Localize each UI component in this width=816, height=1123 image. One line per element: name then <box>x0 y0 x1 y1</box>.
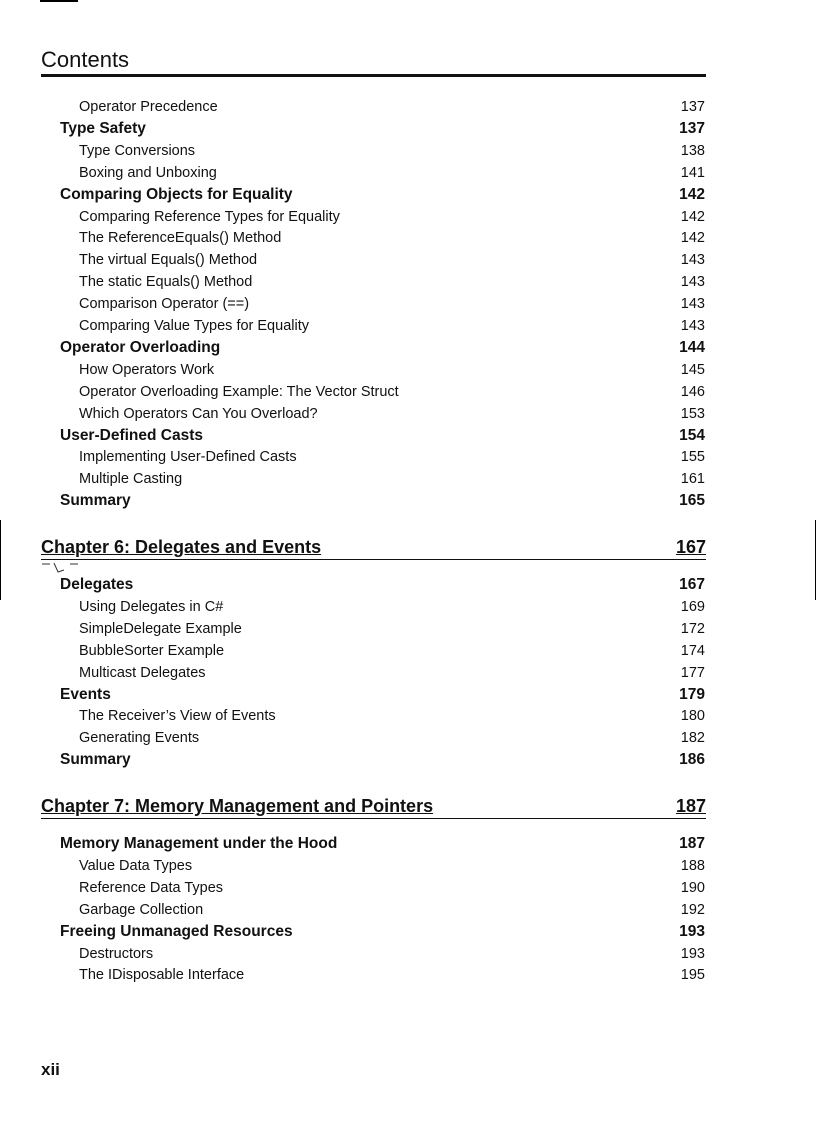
entry-title: Memory Management under the Hood <box>60 835 338 852</box>
toc-subsection-entry[interactable] <box>0 468 816 490</box>
entry-page: 137 <box>679 119 705 137</box>
toc-section-entry[interactable] <box>0 425 816 447</box>
chapter-6-heading[interactable] <box>41 535 706 560</box>
entry-title: Operator Overloading <box>60 338 221 356</box>
entry-title: Comparing Reference Types for Equality <box>79 208 340 225</box>
toc-subsection-entry[interactable] <box>0 855 816 877</box>
toc-section-entry[interactable] <box>0 749 816 771</box>
entry-title: SimpleDelegate Example <box>79 620 242 637</box>
toc-section-entry[interactable] <box>0 490 816 512</box>
toc-subsection-entry[interactable] <box>0 140 816 162</box>
toc-subsection-entry[interactable] <box>0 293 816 315</box>
entry-page: 169 <box>680 598 705 615</box>
top-rule <box>40 0 78 2</box>
toc-subsection-entry[interactable] <box>0 877 816 899</box>
chapter-title: Chapter 6: Delegates and Events <box>41 537 322 557</box>
entry-page: 187 <box>679 835 705 852</box>
toc-subsection-entry[interactable] <box>0 162 816 184</box>
toc-section-entry[interactable] <box>0 921 816 943</box>
chapter-page: 167 <box>675 537 706 557</box>
chapter-title: Chapter 7: Memory Management and Pointers <box>41 796 434 816</box>
entry-page: 142 <box>679 185 705 203</box>
entry-title: Multiple Casting <box>79 471 183 488</box>
page-number: xii <box>41 1060 60 1079</box>
toc-section-entry[interactable] <box>0 118 816 140</box>
entry-page: 142 <box>680 230 705 247</box>
entry-title: The static Equals() Method <box>79 274 253 291</box>
entry-title: Implementing User-Defined Casts <box>79 449 297 466</box>
entry-title: Events <box>60 685 111 703</box>
toc-subsection-entry[interactable] <box>0 403 816 425</box>
toc-section-entry[interactable] <box>0 684 816 706</box>
entry-page: 144 <box>679 338 705 356</box>
toc-subsection-entry[interactable] <box>0 943 816 965</box>
toc-subsection-entry[interactable] <box>0 899 816 921</box>
toc-subsection-entry[interactable] <box>0 381 816 403</box>
entry-page: 155 <box>680 449 705 466</box>
entry-page: 177 <box>680 664 705 681</box>
entry-title: Garbage Collection <box>79 901 204 918</box>
entry-page: 167 <box>679 576 705 593</box>
entry-page: 143 <box>680 296 705 313</box>
entry-page: 143 <box>680 252 705 269</box>
toc-subsection-entry[interactable] <box>0 596 816 618</box>
entry-page: 195 <box>680 967 705 984</box>
chapter-7-heading[interactable] <box>41 794 706 819</box>
toc-subsection-entry[interactable] <box>0 964 816 986</box>
entry-page: 182 <box>680 730 705 747</box>
entry-title: Generating Events <box>79 730 200 747</box>
entry-page: 186 <box>679 751 705 769</box>
toc-subsection-entry[interactable] <box>0 96 816 118</box>
toc-subsection-entry[interactable] <box>0 640 816 662</box>
entry-title: Summary <box>60 751 131 769</box>
entry-title: The ReferenceEquals() Method <box>79 230 282 247</box>
toc-subsection-entry[interactable] <box>0 227 816 249</box>
entry-page: 141 <box>680 164 705 181</box>
entry-title: Type Safety <box>60 119 146 137</box>
entry-title: Operator Overloading Example: The Vector Struct <box>79 383 399 400</box>
entry-title: Which Operators Can You Overload? <box>79 405 318 422</box>
entry-page: 153 <box>680 405 705 422</box>
toc-section-entry[interactable] <box>0 184 816 206</box>
chapter-page: 187 <box>675 796 706 816</box>
page-title: Contents <box>41 47 130 72</box>
entry-title: Comparing Objects for Equality <box>60 185 293 203</box>
entry-title: The virtual Equals() Method <box>79 252 258 269</box>
entry-title: Freeing Unmanaged Resources <box>60 922 293 940</box>
entry-title: Destructors <box>79 945 154 962</box>
toc-subsection-entry[interactable] <box>0 618 816 640</box>
toc-subsection-entry[interactable] <box>0 359 816 381</box>
toc-section-entry[interactable] <box>0 833 816 855</box>
entry-title: Comparison Operator (==) <box>79 296 250 313</box>
entry-page: 192 <box>680 901 705 918</box>
entry-title: Multicast Delegates <box>79 664 206 681</box>
entry-page: 142 <box>680 208 705 225</box>
entry-title: How Operators Work <box>79 361 215 378</box>
entry-page: 174 <box>680 642 705 659</box>
entry-page: 161 <box>680 471 705 488</box>
entry-page: 146 <box>680 383 705 400</box>
entry-page: 179 <box>679 685 705 703</box>
entry-title: Comparing Value Types for Equality <box>79 318 309 334</box>
toc-subsection-entry[interactable] <box>0 206 816 228</box>
toc-subsection-entry[interactable] <box>0 662 816 684</box>
entry-page: 172 <box>680 620 705 637</box>
entry-title: The Receiver’s View of Events <box>79 708 276 725</box>
entry-title: Value Data Types <box>79 857 193 874</box>
entry-title: BubbleSorter Example <box>79 642 225 659</box>
entry-page: 143 <box>680 318 705 334</box>
entry-title: Using Delegates in C# <box>79 598 224 615</box>
toc-subsection-entry[interactable] <box>0 315 816 337</box>
toc-subsection-entry[interactable] <box>0 271 816 293</box>
entry-title: Boxing and Unboxing <box>79 164 217 181</box>
toc-subsection-entry[interactable] <box>0 727 816 749</box>
entry-page: 138 <box>680 142 705 159</box>
entry-page: 165 <box>679 492 705 510</box>
entry-page: 193 <box>680 945 705 962</box>
entry-title: Reference Data Types <box>79 879 224 896</box>
page-header <box>41 46 706 77</box>
toc-section-entry[interactable] <box>0 574 816 596</box>
entry-title: Summary <box>60 492 131 510</box>
toc-subsection-entry[interactable] <box>0 705 816 727</box>
toc-subsection-entry[interactable] <box>0 446 816 468</box>
entry-title: The IDisposable Interface <box>79 967 245 984</box>
toc-section-entry[interactable] <box>0 337 816 359</box>
entry-title: User-Defined Casts <box>60 426 203 444</box>
entry-page: 188 <box>680 857 705 874</box>
entry-title: Delegates <box>60 576 134 593</box>
entry-page: 180 <box>680 708 705 725</box>
entry-page: 154 <box>679 426 705 444</box>
entry-page: 145 <box>680 361 705 378</box>
entry-page: 193 <box>679 922 705 940</box>
entry-page: 137 <box>680 99 705 115</box>
entry-page: 190 <box>680 879 705 896</box>
entry-page: 143 <box>680 274 705 291</box>
toc-subsection-entry[interactable] <box>0 249 816 271</box>
entry-title: Operator Precedence <box>79 99 218 115</box>
entry-title: Type Conversions <box>79 142 196 159</box>
